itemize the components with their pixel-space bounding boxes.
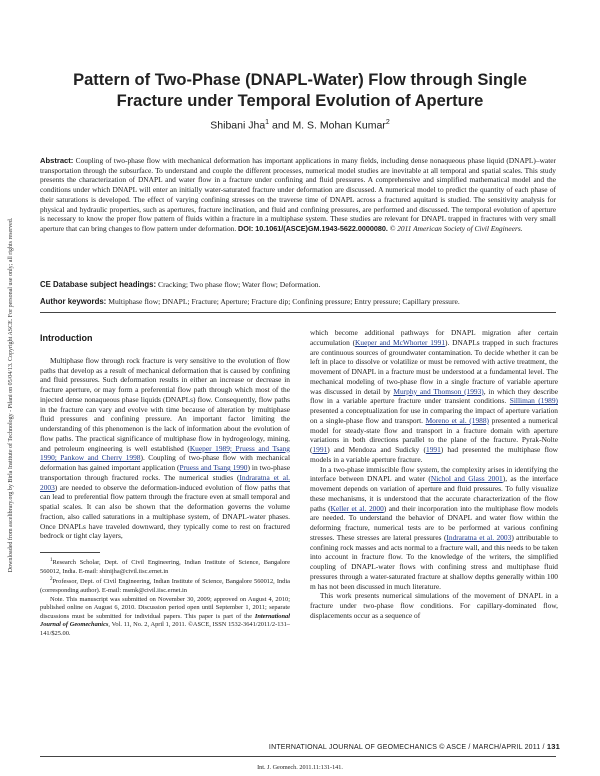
download-sidebar <box>6 160 16 630</box>
citation-link[interactable]: Kueper and McWhorter 1991 <box>355 337 446 347</box>
citation-link[interactable]: Nichol and Glass 2001 <box>430 474 503 484</box>
citation-line: Int. J. Geomech. 2011.11:131-141. <box>257 764 343 771</box>
intro-paragraph-1: Multiphase flow through rock fracture is very sensitive to the evolution of flow paths that develop as a result of mechanical deformation that is caused by confining and fluid pressures. Such deformation results in either an increase or decrease in fracture aperture, or may form a preferential flow path through which most of the injected dense nonaqueous phase liquids (DNAPLs) flow. Consequently, flow paths in the fracture can vary and evolve with time because of alteration by multiphase fluid pressures and confining pressure. An important factor limiting the understanding of this phenomenon is the lack of information about the evolution of flow paths. The practical significance of multiphase flow in hydrogeology, mining, and petroleum engineering is well established (Kueper 1989; Pruess and Tsang 1990; Pankow and Cherry 1998). Coupling of two-phase flow with mechanical deformation has gained important application (Pruess and Tsang 1990) in two-phase transportation through fractured rocks. The numerical studies (Indraratna et al. 2003) are needed to observe the deformation-induced evolution of flow paths that can lead to preferential flow pattern through the fracture even at small temporal and spatial scales. It can also be shown that the deformation governs the volume fraction, also called saturations in a multiphase system, of DNAPL-water phases. Once DNAPLs have traveled downward, they typically come to rest on fractured bedrock or tight clay layers, <box>40 355 291 541</box>
left-column <box>40 328 290 639</box>
subject-headings-text: Cracking; Two phase flow; Water flow; Deformation. <box>158 280 321 289</box>
author-line <box>40 119 560 132</box>
footer-divider <box>40 756 556 757</box>
abstract-copyright: © 2011 American Society of Civil Engineers. <box>389 223 523 233</box>
journal-footer-text: INTERNATIONAL JOURNAL OF GEOMECHANICS © ASCE / MARCH/APRIL 2011 / <box>268 744 545 751</box>
paper-title: Pattern of Two-Phase (DNAPL-Water) Flow through Single Fracture under Temporal Evolution of Aperture <box>73 71 527 110</box>
author-2-sup: 2 <box>385 119 390 126</box>
col2-paragraph-3: This work presents numerical simulations of the movement of DNAPL in a fracture under two-phase flow conditions. For capillary-dominated flow, displacements occur as a sequence of <box>310 591 558 620</box>
header-divider <box>40 312 556 313</box>
col2-paragraph-1: which become additional pathways for DNAPL migration after certain accumulation (Kueper and McWhorter 1991). DNAPLs trapped in such fractures are continuous sources of groundwater contamination. To decide whether it can be left in place to dissolve or volatilize or must be removed with active treatment, the movement of DNAPL in a fracture must be understood at a fundamental level. The mechanical modeling of two-phase flow in a single fracture of variable aperture was discussed in detail by Murphy and Thomson (1993), in which they describe flow in a variable aperture fracture under transient conditions. Silliman (1989) presented a conceptualization for use in comparing the impact of aperture variation on a single-phase flow and transport. Moreno et al. (1988) presented a numerical model for steady-state flow and transport in a fracture domain with aperture variations in both directions parallel to the plane of the fracture. Pyrak-Nolte (1991) and Mendoza and Sudicky (1991) had presented the multiphase flow models in a variable aperture fracture. <box>310 328 558 464</box>
author-keywords-text: Multiphase flow; DNAPL; Fracture; Aperture; Fracture dip; Confining pressure; Entry pressure; Capillary pressure. <box>108 297 460 306</box>
page-number: 131 <box>546 742 560 751</box>
manuscript-note: Note. This manuscript was submitted on November 30, 2009; approved on August 4, 2010; published online on August 6, 2010. Discussion period open until September 1, 2011; separate discussions must be submitted for individual papers. This paper is part of the International Journal of Geomechanics, Vol. 11, No. 2, April 1, 2011. ©ASCE, ISSN 1532-3641/2011/2-131–141/$25.00. <box>40 595 291 637</box>
abstract-doi[interactable]: DOI: 10.1061/(ASCE)GM.1943-5622.0000080. <box>238 223 388 233</box>
subject-headings <box>40 280 556 289</box>
journal-footer <box>40 742 560 751</box>
citation-link[interactable]: Silliman (1989) <box>509 396 558 406</box>
footnote-1: $^1$Research Scholar, Dept. of Civil Engineering, Indian Institute of Science, Bangalore 560012, India. E-mail: shinijha@civil.iisc.ernet.in <box>40 558 290 575</box>
author-connector: and <box>271 119 290 132</box>
citation-link[interactable]: Pruess and Tsang 1990 <box>179 463 248 472</box>
author-2-name: M. S. Mohan Kumar <box>292 119 386 132</box>
author-keywords <box>40 297 556 306</box>
abstract <box>40 156 556 234</box>
col2-paragraph-2: In a two-phase immiscible flow system, the complexity arises in identifying the interface between DNAPL and water (Nichol and Glass 2001), as the interface movement depends on variation of aperture and fluid pressures. To fully visualize these mechanisms, it is understood that the accurate characterization of the flow paths (Keller et al. 2000) and their incorporation into the multiphase flow models are needed. To understand the behavior of DNAPL and water flow within the deforming fracture, numerical tests are to be performed at various confining stresses. These stresses are lateral pressures (Indraratna et al. 2003) attributable to confining rock masses and acts normal to a fracture wall, and this needs to be taken into account in fracture flow. To the knowledge of the writers, the simplified coupling of DNAPL-water flows with confining stress and multiphase fluid pressures through a water-saturated fracture at shallow depths generally within 100 m has not been discussed in much literature. <box>310 464 558 591</box>
journal-name: International Journal of Geomechanics <box>40 612 290 629</box>
citation-link[interactable]: Indraratna et al. 2003 <box>446 532 512 542</box>
author-1-sup: 1 <box>265 119 270 126</box>
footnote-2: $^2$Professor, Dept. of Civil Engineering, Indian Institute of Science, Bangalore 560012, India (corresponding author). E-mail: msmk@civil.iisc.ernet.in <box>40 577 290 595</box>
citation-link[interactable]: 1991 <box>312 445 328 454</box>
download-note: Downloaded from ascelibrary.org by Birla Institute of Technology - Pilani on 05/04/13. Copyright ASCE. For personal use only; all rights reserved. <box>8 217 14 573</box>
right-column <box>310 328 558 621</box>
citation-link[interactable]: Kueper 1989; Pruess and Tsang 1990; Pankow and Cherry 1998 <box>40 443 291 463</box>
footnote-divider <box>40 552 100 553</box>
abstract-label: Abstract: <box>40 156 74 165</box>
subject-headings-label: CE Database subject headings: <box>40 280 157 289</box>
author-1-name: Shibani Jha <box>210 119 266 132</box>
author-keywords-label: Author keywords: <box>40 297 107 306</box>
citation-link[interactable]: Murphy and Thomson (1993) <box>393 386 484 396</box>
citation-link[interactable]: 1991 <box>426 445 441 454</box>
citation-link[interactable]: Indraratna et al. 2003 <box>40 472 290 492</box>
citation-link[interactable]: Keller et al. 2000 <box>330 503 384 513</box>
citation-link[interactable]: Moreno et al. (1988) <box>425 415 490 425</box>
section-heading-introduction: Introduction <box>40 333 93 343</box>
abstract-text: Coupling of two-phase flow with mechanical deformation has important applications in many fields, including dense nonaqueous phase liquid (DNAPL)–water transportation through the subsurface. To understand and couple the different processes, numerical model studies are inevitable at all temporal and spatial scales. This study presents the characterization of DNAPL and water flow in a fracture under confining and fluid pressures. A comprehensive and simplified mathematical model and the conditions under which DNAPL will enter an initially water-saturated fracture under deformation are discussed. A numerical model to predict the quantity of each phase of their saturations is developed. The effect of varying confining stresses on the traverse time of DNAPL across a fractured aquitard is studied. The sensitivity analysis for physical and hydraulic properties, such as apertures, fracture inclination, and fluid and confining pressures, are performed and discussed. The temporal evolution of aperture is necessary to know the proper flow pattern of fluids within a fracture in a multiphase system. These studies are relevant for DNAPL trapped in fractures with very small aperture that can bring changes to flow pattern under deformation. <box>40 156 556 233</box>
